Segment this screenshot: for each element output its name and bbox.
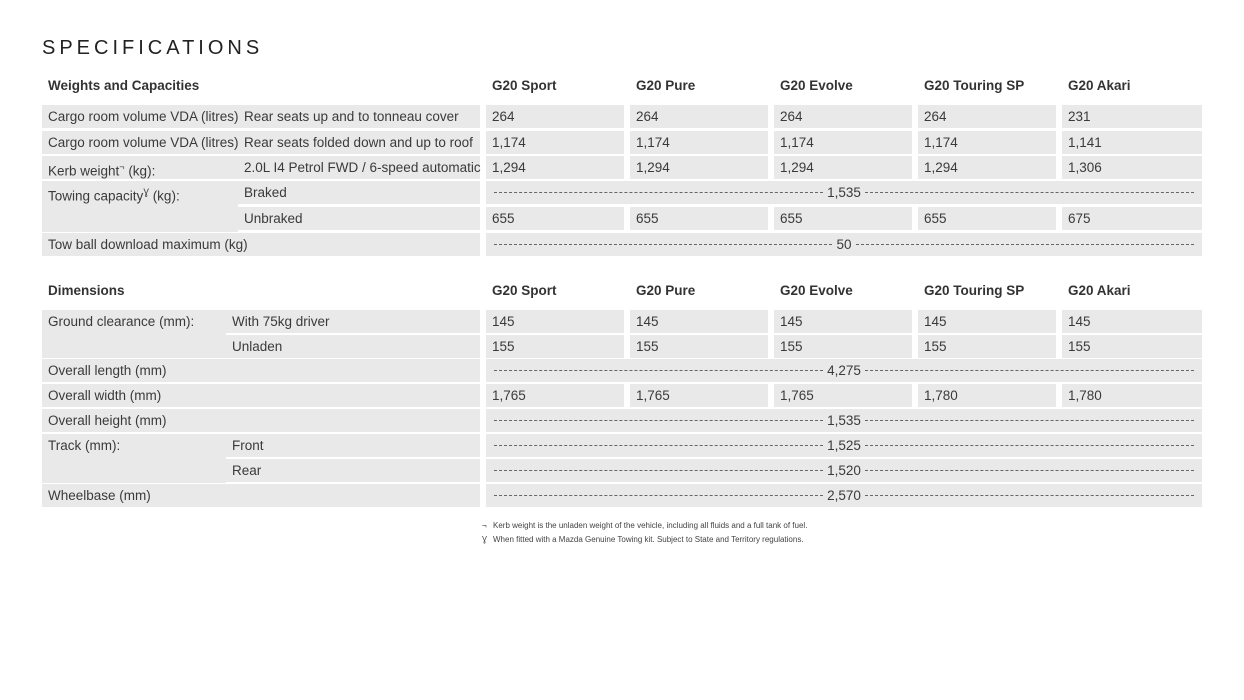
table-cell: 1,306 xyxy=(1062,156,1202,179)
table-cell: 655 xyxy=(630,207,768,230)
row-label: Cargo room volume VDA (litres) xyxy=(48,135,239,150)
span-value: 1,535 xyxy=(827,185,861,200)
span-value: 50 xyxy=(836,237,852,252)
table-row-label xyxy=(42,457,226,483)
page-title: SPECIFICATIONS xyxy=(42,37,264,59)
table-cell: 1,294 xyxy=(486,156,624,179)
table-cell: 145 xyxy=(774,310,912,333)
row-label: Overall length (mm) xyxy=(48,363,167,378)
footnote xyxy=(482,521,807,530)
spanning-value xyxy=(486,181,1202,204)
span-value: 1,535 xyxy=(827,413,861,428)
row-sublabel: Rear seats up and to tonneau cover xyxy=(244,109,459,124)
table-cell: 155 xyxy=(918,335,1056,358)
table-cell: 655 xyxy=(774,207,912,230)
table-cell: 675 xyxy=(1062,207,1202,230)
dimensions-model-header: G20 Sport xyxy=(492,283,557,298)
spanning-value xyxy=(486,233,1202,256)
table-cell: 145 xyxy=(918,310,1056,333)
span-value: 2,570 xyxy=(827,488,861,503)
table-cell: 1,294 xyxy=(918,156,1056,179)
table-cell: 1,174 xyxy=(774,131,912,154)
row-sublabel: 2.0L I4 Petrol FWD / 6-speed automatic xyxy=(244,160,481,175)
footnote-mark: ¬ xyxy=(119,162,125,172)
table-cell: 155 xyxy=(486,335,624,358)
weights-heading: Weights and Capacities xyxy=(48,78,200,93)
table-cell: 264 xyxy=(630,105,768,128)
row-label: Kerb weight¬ (kg): xyxy=(48,162,156,179)
table-row-label xyxy=(42,409,480,432)
table-cell: 145 xyxy=(486,310,624,333)
table-cell: 264 xyxy=(486,105,624,128)
table-cell: 1,765 xyxy=(486,384,624,407)
table-row-label xyxy=(226,459,480,482)
row-sublabel: Braked xyxy=(244,185,287,200)
table-cell: 1,294 xyxy=(630,156,768,179)
row-label: Overall height (mm) xyxy=(48,413,167,428)
footnote-symbol: Ɣ xyxy=(482,535,487,544)
dimensions-model-header: G20 Pure xyxy=(636,283,696,298)
weights-model-header: G20 Pure xyxy=(636,78,696,93)
table-cell: 155 xyxy=(774,335,912,358)
footnote-text: Kerb weight is the unladen weight of the vehicle, including all fluids and a full tank of fuel. xyxy=(493,521,808,530)
table-row-label xyxy=(42,131,480,154)
dimensions-model-header: G20 Akari xyxy=(1068,283,1131,298)
row-label: Ground clearance (mm): xyxy=(48,314,195,329)
table-row-label xyxy=(42,333,226,358)
table-cell: 264 xyxy=(918,105,1056,128)
table-cell: 1,174 xyxy=(630,131,768,154)
table-row-label xyxy=(42,434,480,457)
footnote-symbol: ¬ xyxy=(482,521,487,530)
dimensions-heading: Dimensions xyxy=(48,283,125,298)
table-cell: 655 xyxy=(486,207,624,230)
dimensions-model-header: G20 Touring SP xyxy=(924,283,1025,298)
table-cell: 155 xyxy=(1062,335,1202,358)
row-label: Wheelbase (mm) xyxy=(48,488,151,503)
weights-model-header: G20 Touring SP xyxy=(924,78,1025,93)
table-cell: 1,141 xyxy=(1062,131,1202,154)
span-value: 1,525 xyxy=(827,438,861,453)
row-sublabel: Rear seats folded down and up to roof xyxy=(244,135,473,150)
table-row-label xyxy=(42,204,238,232)
row-label: Tow ball download maximum (kg) xyxy=(48,237,248,252)
table-cell: 1,765 xyxy=(630,384,768,407)
table-cell: 1,780 xyxy=(918,384,1056,407)
table-cell: 1,780 xyxy=(1062,384,1202,407)
row-sublabel: Front xyxy=(232,438,264,453)
row-label: Cargo room volume VDA (litres) xyxy=(48,109,239,124)
spanning-value xyxy=(486,484,1202,507)
weights-model-header: G20 Evolve xyxy=(780,78,853,93)
footnote xyxy=(482,535,804,544)
footnote-mark: Ɣ xyxy=(143,187,149,197)
table-cell: 155 xyxy=(630,335,768,358)
table-cell: 264 xyxy=(774,105,912,128)
row-label: Towing capacity$^Ɣ$ (kg): xyxy=(48,187,180,204)
table-cell: 1,174 xyxy=(486,131,624,154)
table-row-label xyxy=(226,335,480,358)
row-label: Overall width (mm) xyxy=(48,388,162,403)
footnote-text: When fitted with a Mazda Genuine Towing kit. Subject to State and Territory regulations. xyxy=(493,535,804,544)
table-cell: 145 xyxy=(1062,310,1202,333)
span-value: 4,275 xyxy=(827,363,861,378)
table-row-label xyxy=(42,105,480,128)
table-cell: 1,174 xyxy=(918,131,1056,154)
spanning-value xyxy=(486,459,1202,482)
spanning-value xyxy=(486,434,1202,457)
table-row-label xyxy=(42,359,480,382)
row-label: Track (mm): xyxy=(48,438,121,453)
table-row-label xyxy=(42,233,480,256)
table-cell: 1,294 xyxy=(774,156,912,179)
table-row-label xyxy=(42,310,480,333)
row-sublabel: Rear xyxy=(232,463,262,478)
row-sublabel: With 75kg driver xyxy=(232,314,330,329)
table-cell: 231 xyxy=(1062,105,1202,128)
row-sublabel: Unbraked xyxy=(244,211,303,226)
dimensions-model-header: G20 Evolve xyxy=(780,283,853,298)
table-row-label xyxy=(42,181,480,204)
table-row-label xyxy=(238,207,480,230)
spanning-value xyxy=(486,409,1202,432)
weights-model-header: G20 Akari xyxy=(1068,78,1131,93)
table-cell: 655 xyxy=(918,207,1056,230)
table-cell: 145 xyxy=(630,310,768,333)
table-row-label xyxy=(42,484,480,507)
span-value: 1,520 xyxy=(827,463,861,478)
table-row-label xyxy=(42,156,480,179)
row-sublabel: Unladen xyxy=(232,339,283,354)
table-cell: 1,765 xyxy=(774,384,912,407)
weights-model-header: G20 Sport xyxy=(492,78,557,93)
table-row-label xyxy=(42,384,480,407)
spanning-value xyxy=(486,359,1202,382)
